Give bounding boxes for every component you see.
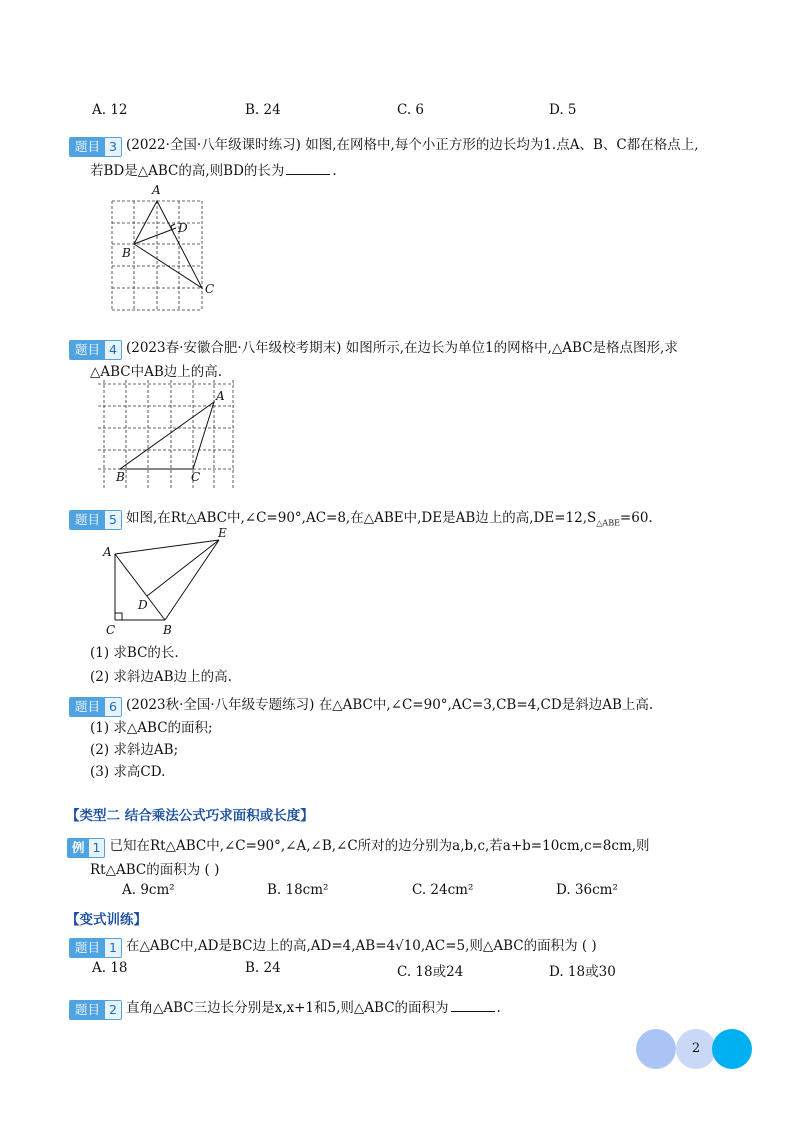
variant-title: 【变式训练】 — [66, 912, 147, 928]
option-a: A. 9cm² — [122, 882, 175, 898]
label-b: B — [163, 623, 172, 637]
v1-line1 — [69, 934, 597, 957]
ex1-line2: Rt△ABC的面积为 ( ) — [90, 862, 220, 878]
v1-options — [92, 960, 692, 980]
v2-badge: 题目 2 — [69, 1000, 122, 1020]
q3-figure — [104, 182, 234, 316]
v1-text: 在△ABC中,AD是BC边上的高,AD=4,AB=4√10,AC=5,则△ABC的面积为 ( ) — [125, 938, 597, 954]
q5-text: 如图,在Rt△ABC中,∠C=90°,AC=8,在△ABE中,DE是AB边上的高,DE=12,S — [125, 510, 597, 526]
label-d: D — [178, 221, 188, 235]
option-d: D. 5 — [549, 102, 577, 118]
option-d: D. 18或30 — [549, 964, 616, 980]
q2-options — [92, 102, 692, 122]
v2-text: 直角△ABC三边长分别是x,x+1和5,则△ABC的面积为 — [125, 1000, 449, 1016]
q6-part1: (1) 求△ABC的面积; — [90, 720, 213, 736]
option-b: B. 18cm² — [267, 882, 329, 898]
label-c: C — [191, 470, 201, 484]
option-b: B. 24 — [245, 102, 281, 118]
ex1-line1 — [67, 834, 650, 857]
option-a: A. 18 — [92, 960, 128, 976]
option-b: B. 24 — [245, 960, 281, 976]
q3-badge: 题目 3 — [69, 137, 122, 157]
decor-circle-left — [636, 1029, 676, 1069]
q3-text: (2022·全国·八年级课时练习) 如图,在网格中,每个小正方形的边长均为1.点A、B、C都在格点上, — [125, 137, 699, 153]
q3-line1 — [69, 133, 699, 156]
q5-line1: 题目 5 如图,在Rt△ABC中,∠C=90°,AC=8,在△ABE中,DE是AB边上的高$,DE=12,S_{\triangle ABE}=60$. — [69, 506, 653, 529]
option-d: D. 36cm² — [556, 882, 618, 898]
label-e: E — [218, 528, 227, 540]
q6-part3: (3) 求高CD. — [90, 764, 166, 780]
label-c: C — [106, 623, 116, 637]
v1-badge: 题目 1 — [69, 938, 122, 958]
ex1-options — [122, 882, 722, 902]
q5-part1: (1) 求BC的长. — [90, 645, 179, 661]
option-c: C. 6 — [397, 102, 425, 118]
q4-line1 — [69, 336, 678, 359]
v2-line1: 题目 2 直角△ABC三边长分别是x,x+1和5,则△ABC的面积为 . — [69, 996, 501, 1019]
q4-badge: 题目 4 — [69, 340, 122, 360]
label-a: A — [152, 183, 161, 197]
option-c: C. 18或24 — [397, 964, 464, 980]
q6-text: (2023秋·全国·八年级专题练习) 在△ABC中,∠C=90°,AC=3,CB=4,CD是斜边AB上高. — [125, 697, 654, 713]
q6-badge: 题目 6 — [69, 697, 122, 717]
q4-text: (2023春·安徽合肥·八年级校考期末) 如图所示,在边长为单位1的网格中,△ABC是格点图形,求 — [125, 340, 678, 356]
option-a: A. 12 — [92, 102, 128, 118]
q5-figure — [100, 528, 260, 640]
answer-blank[interactable] — [286, 162, 330, 175]
label-a: A — [216, 389, 225, 403]
label-a: A — [103, 545, 112, 559]
ex1-text: 已知在Rt△ABC中,∠C=90°,∠A,∠B,∠C所对的边分别为a,b,c,若a+b=10cm,c=8cm,则 — [109, 838, 650, 854]
q4-figure — [96, 378, 241, 490]
q5-badge: 题目 5 — [69, 510, 122, 530]
page-number: 2 — [676, 1029, 716, 1069]
label-b: B — [122, 246, 131, 260]
ex1-badge: 例 1 — [67, 838, 105, 858]
q4-line2: △ABC中AB边上的高. — [90, 364, 223, 380]
q6-line1 — [69, 693, 653, 716]
q3-line2: 若BD是△ABC的高,则BD的长为 . — [90, 163, 337, 179]
label-b: B — [116, 470, 125, 484]
q5-part2: (2) 求斜边AB边上的高. — [90, 669, 232, 685]
answer-blank[interactable] — [451, 999, 495, 1012]
label-d: D — [138, 598, 148, 612]
label-c: C — [205, 282, 215, 296]
option-c: C. 24cm² — [412, 882, 474, 898]
q6-part2: (2) 求斜边AB; — [90, 742, 179, 758]
decor-circle-right — [712, 1029, 752, 1069]
section-title: 【类型二 结合乘法公式巧求面积或长度】 — [66, 808, 314, 824]
